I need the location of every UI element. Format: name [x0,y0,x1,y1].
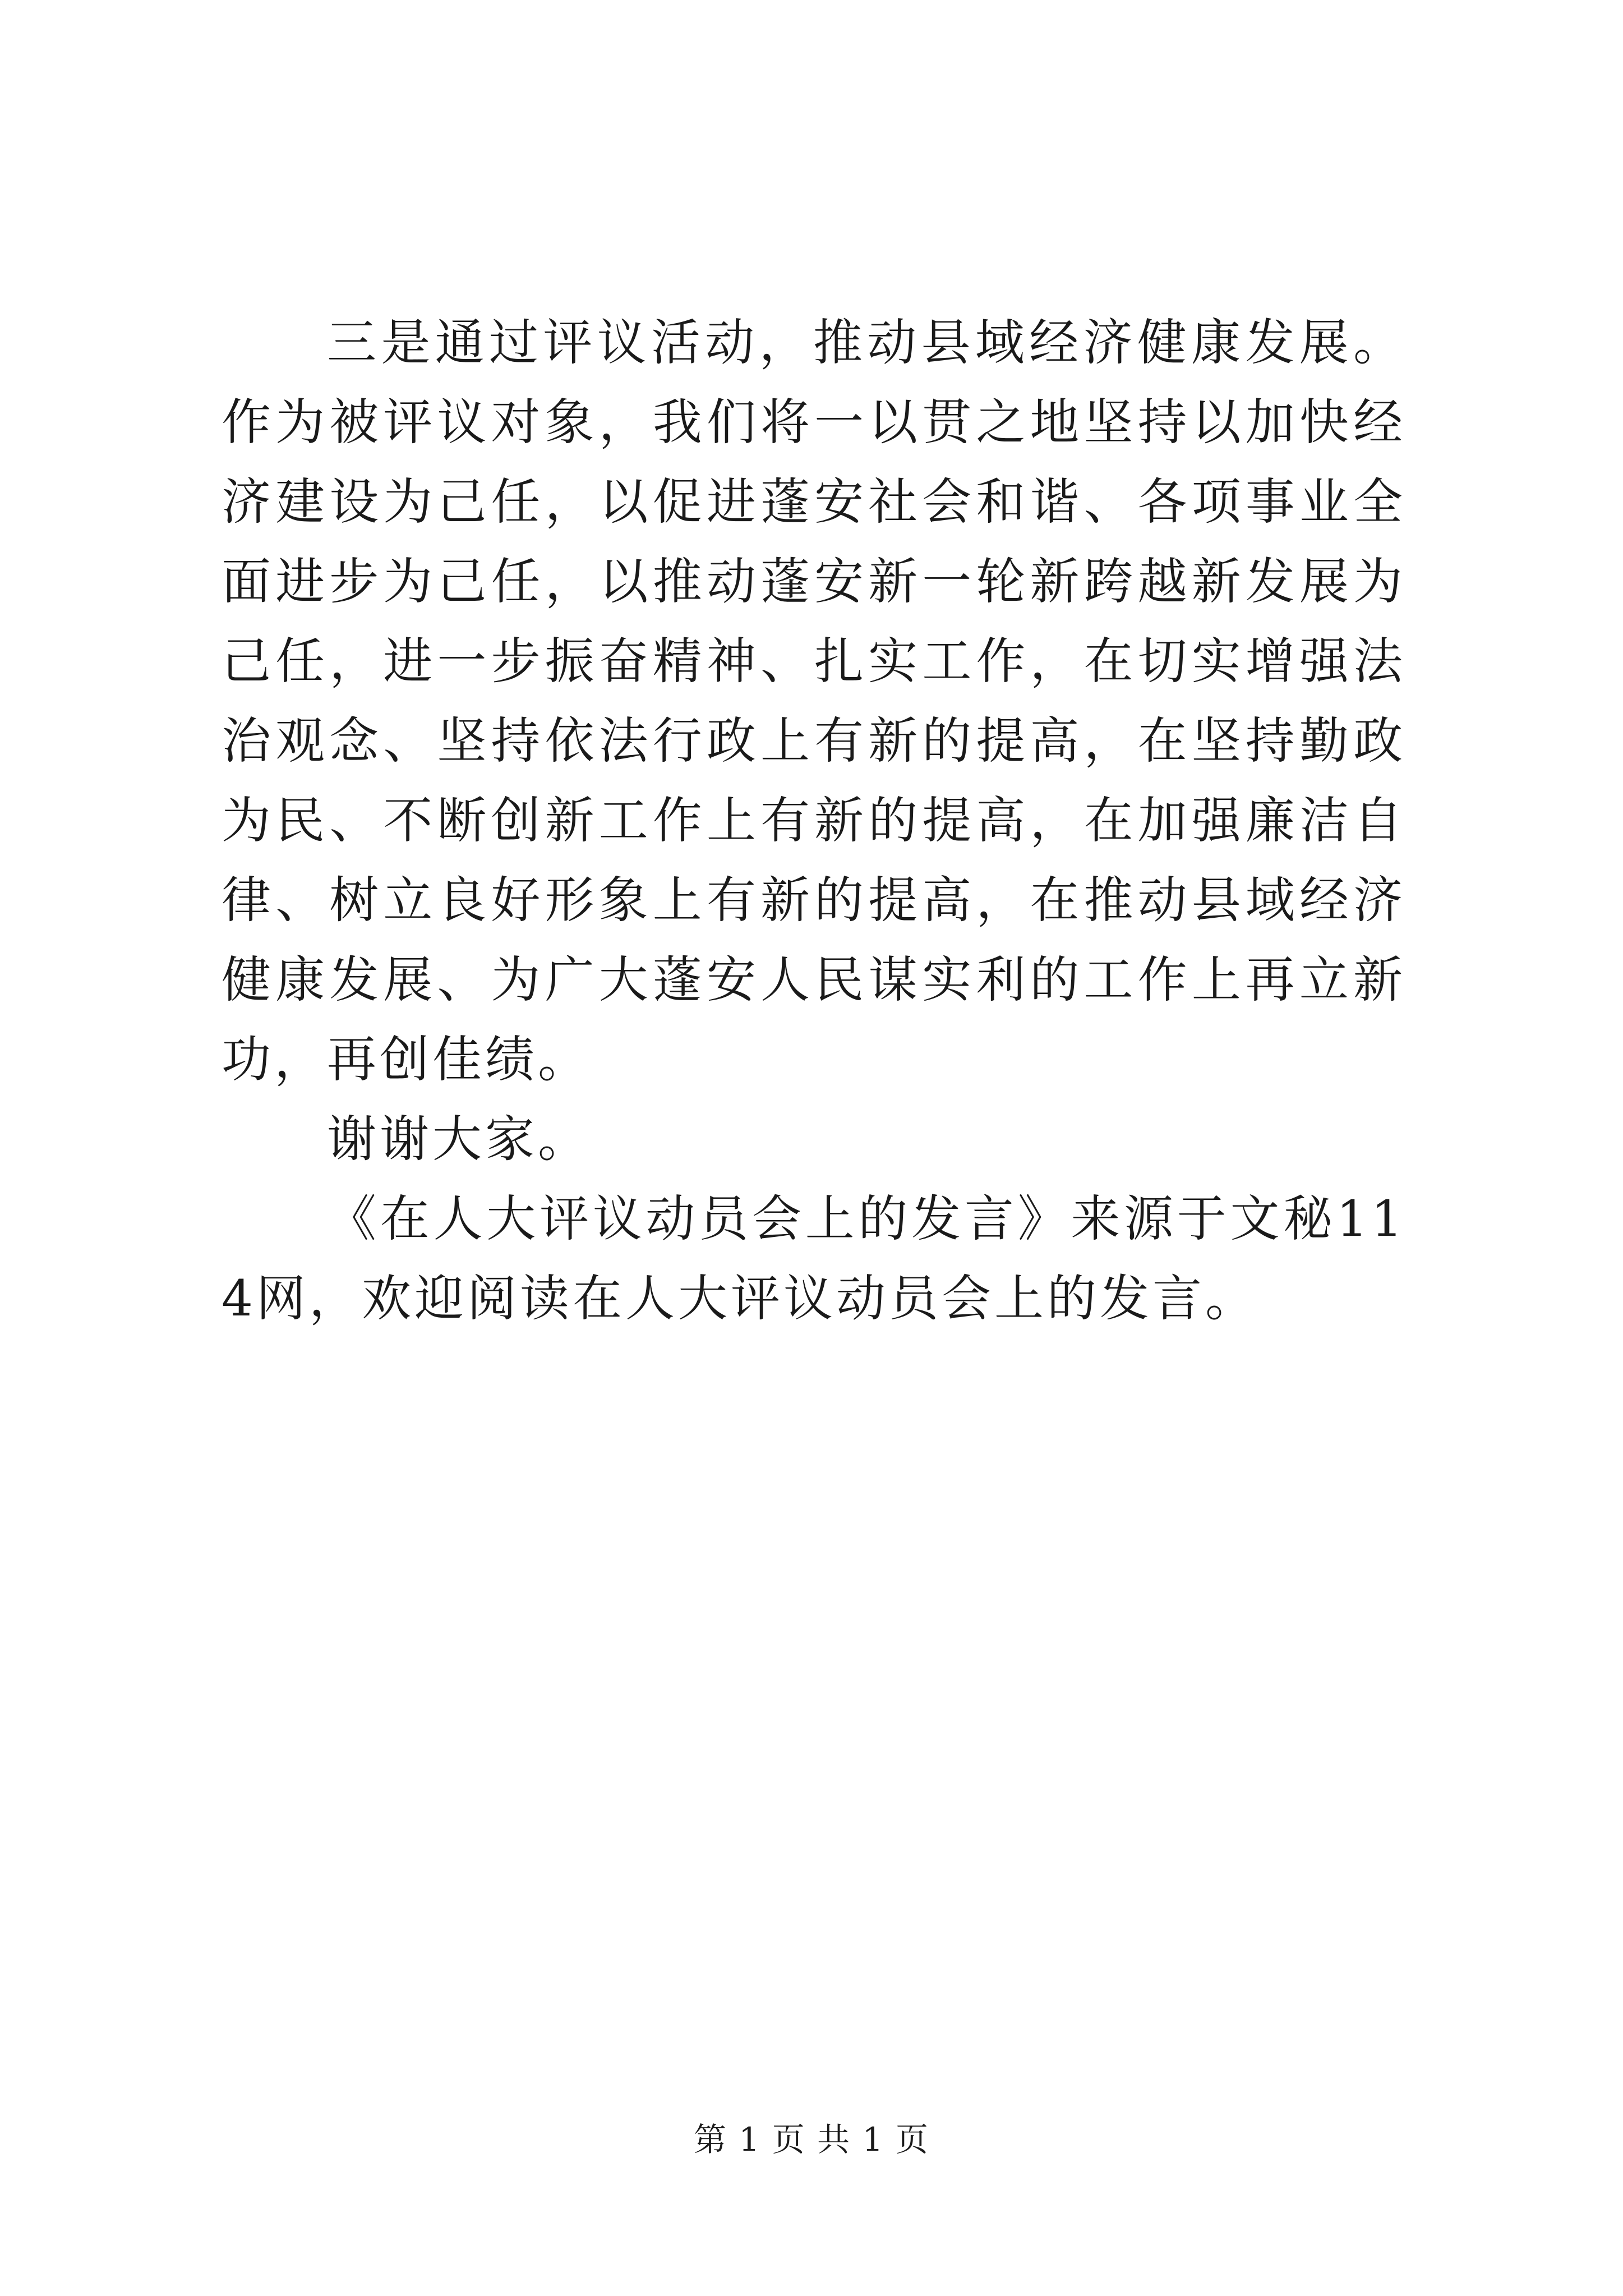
document-body [222,303,1406,1338]
paragraph-thanks: 谢谢大家。 [327,1110,591,1168]
paragraph-evaluation-goals: 三是通过评议活动，推动县域经济健康发展。作为被评议对象，我们将一以贯之地坚持以加快经济建设为己任，以促进蓬安社会和谐、各项事业全面进步为己任，以推动蓬安新一轮新跨越新发展为己任，进一步振奋精神、扎实工作，在切实增强法治观念、坚持依法行政上有新的提高，在坚持勤政为民、不断创新工作上有新的提高，在加强廉洁自律、树立良好形象上有新的提高，在推动县域经济健康发展、为广大蓬安人民谋实利的工作上再立新功，再创佳绩。 [222,314,1406,1088]
page-footer: 第 1 页 共 1 页 [694,2120,929,2159]
paragraph-source-note: 《在人大评议动员会上的发言》来源于文秘114网，欢迎阅读在人大评议动员会上的发言。 [222,1190,1406,1327]
